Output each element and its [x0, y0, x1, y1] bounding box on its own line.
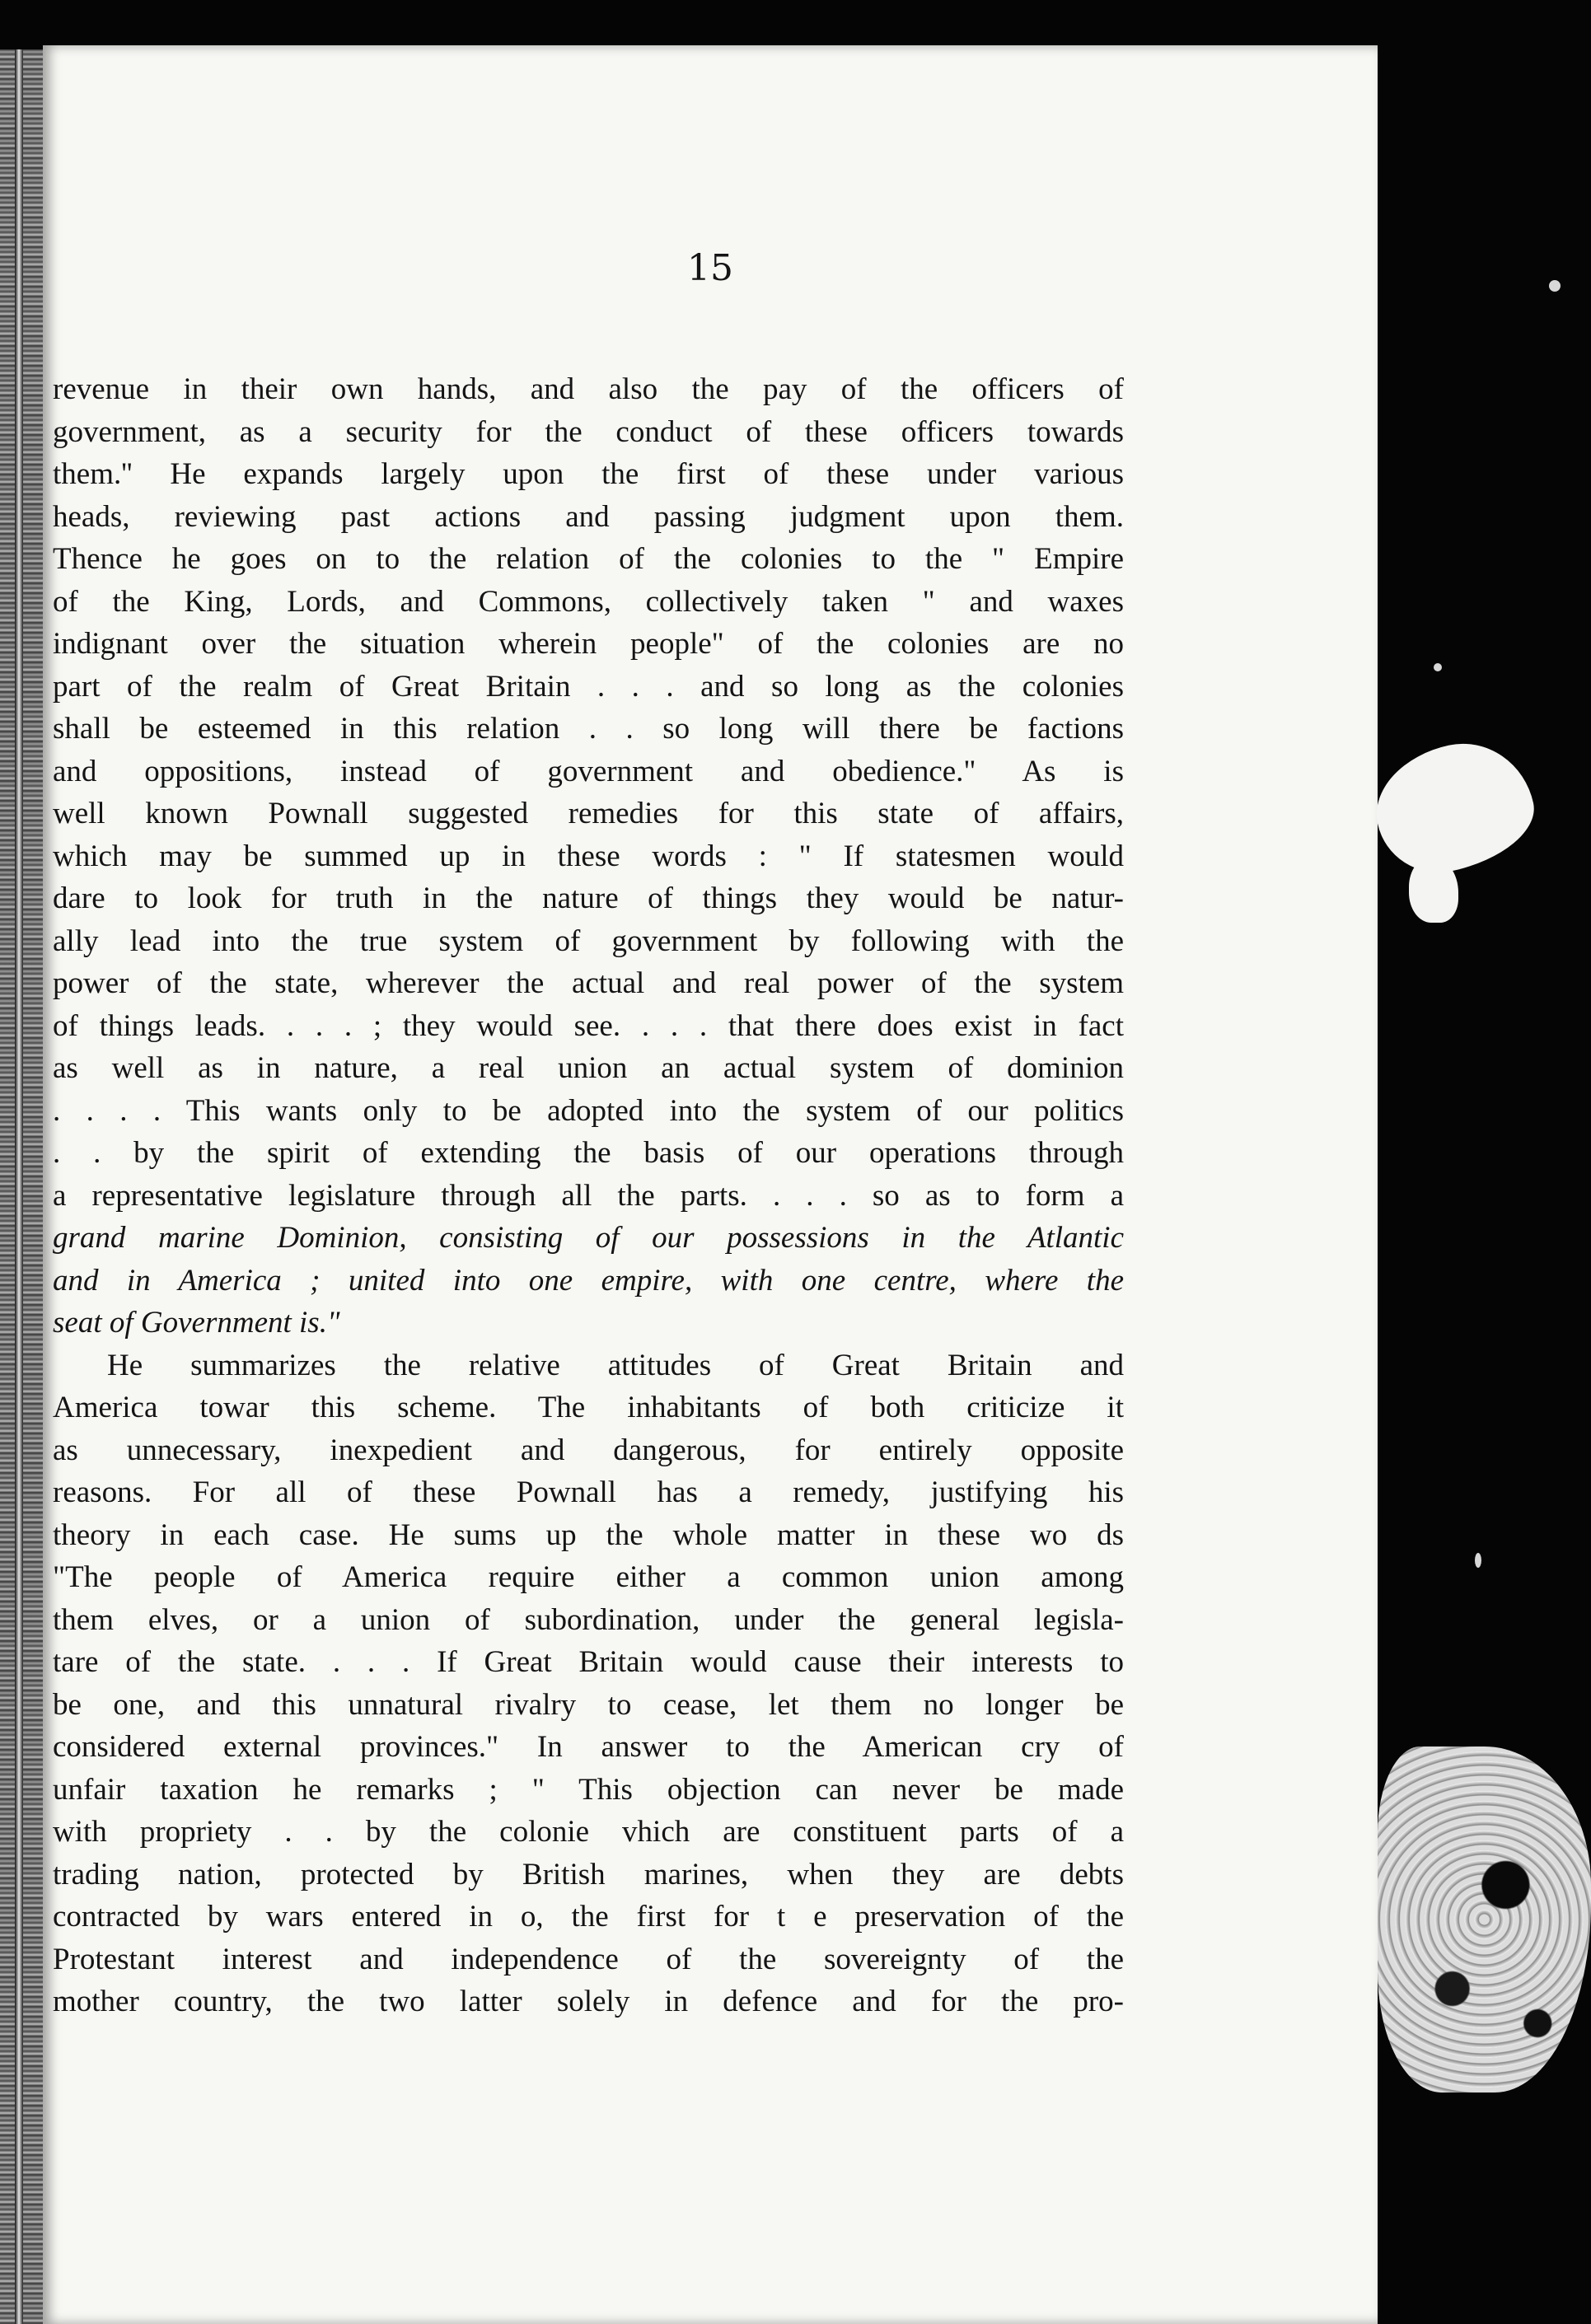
text-line: revenue in their own hands, and also the pay of the officers of — [53, 372, 1124, 406]
scan-artifact-speck — [1475, 1553, 1481, 1568]
scan-artifact-speck — [1434, 663, 1442, 671]
text-line: with propriety . . by the colonie vhich are constituent parts of a — [53, 1815, 1124, 1849]
text-line: considered external provinces." In answer to the American cry of — [53, 1730, 1124, 1764]
book-page — [43, 45, 1378, 2324]
text-line: reasons. For all of these Pownall has a remedy, justifying his — [53, 1475, 1124, 1509]
text-line: shall be esteemed in this relation . . so long will there be factions — [53, 712, 1124, 746]
text-line: tare of the state. . . . If Great Britain would cause their interests to — [53, 1645, 1124, 1679]
text-line: them.'' He expands largely upon the first of these under various — [53, 457, 1124, 491]
text-line-italic: and in America ; united into one empire, with one centre, where the — [53, 1263, 1124, 1298]
scan-artifact-blot — [1378, 1747, 1591, 2093]
text-line: power of the state, wherever the actual and real power of the system — [53, 966, 1124, 1000]
text-line: contracted by wars entered in o, the first for t e preservation of the — [53, 1900, 1124, 1934]
text-line: government, as a security for the conduct of these officers towards — [53, 414, 1124, 449]
text-line: trading nation, protected by British marines, when they are debts — [53, 1857, 1124, 1891]
text-line: mother country, the two latter solely in defence and for the pro- — [53, 1985, 1124, 2018]
text-line: theory in each case. He sums up the whole matter in these wo ds — [53, 1517, 1124, 1552]
text-line: them elves, or a union of subordination, under the general legisla- — [53, 1602, 1124, 1637]
text-line: a representative legislature through all the parts. . . . so as to form a — [53, 1178, 1124, 1213]
text-line: indignant over the situation wherein people" of the colonies are no — [53, 627, 1124, 661]
text-line-italic: grand marine Dominion, consisting of our possessions in the Atlantic — [53, 1221, 1124, 1255]
body-text — [53, 368, 1124, 2023]
text-line: "The people of America require either a common union among — [53, 1560, 1124, 1594]
paragraph-first-line: He summarizes the relative attitudes of Great Britain and — [107, 1348, 1124, 1382]
text-line: . . by the spirit of extending the basis of our operations through — [53, 1136, 1124, 1170]
page-number: 15 — [687, 247, 733, 289]
text-line: well known Pownall suggested remedies for this state of affairs, — [53, 797, 1124, 830]
binding-edge — [15, 49, 23, 2324]
text-line: America towar this scheme. The inhabitants of both criticize it — [53, 1391, 1124, 1424]
text-line: part of the realm of Great Britain . . . and so long as the colonies — [53, 669, 1124, 704]
text-line: which may be summed up in these words : " If statesmen would — [53, 839, 1124, 873]
text-line: be one, and this unnatural rivalry to cease, let them no longer be — [53, 1687, 1124, 1722]
scan-artifact-blot — [1364, 731, 1543, 884]
text-line: of things leads. . . . ; they would see. . . . that there does exist in fact — [53, 1008, 1124, 1043]
text-line: and oppositions, instead of government and obedience." As is — [53, 754, 1124, 788]
text-line: ally lead into the true system of government by following with the — [53, 924, 1124, 958]
text-line: Protestant interest and independence of the sovereignty of the — [53, 1942, 1124, 1976]
text-line: Thence he goes on to the relation of the colonies to the " Empire — [53, 542, 1124, 576]
scan-artifact-speck — [1549, 280, 1561, 292]
text-line-italic: seat of Government is." — [53, 1306, 340, 1340]
text-line: dare to look for truth in the nature of things they would be natur- — [53, 881, 1124, 915]
text-line: of the King, Lords, and Commons, collectively taken " and waxes — [53, 584, 1124, 619]
text-line: unfair taxation he remarks ; " This objection can never be made — [53, 1772, 1124, 1807]
text-line: heads, reviewing past actions and passing judgment upon them. — [53, 499, 1124, 534]
text-line: as unnecessary, inexpedient and dangerous, for entirely opposite — [53, 1433, 1124, 1467]
text-line: as well as in nature, a real union an actual system of dominion — [53, 1051, 1124, 1085]
text-line: . . . . This wants only to be adopted into the system of our politics — [53, 1093, 1124, 1128]
